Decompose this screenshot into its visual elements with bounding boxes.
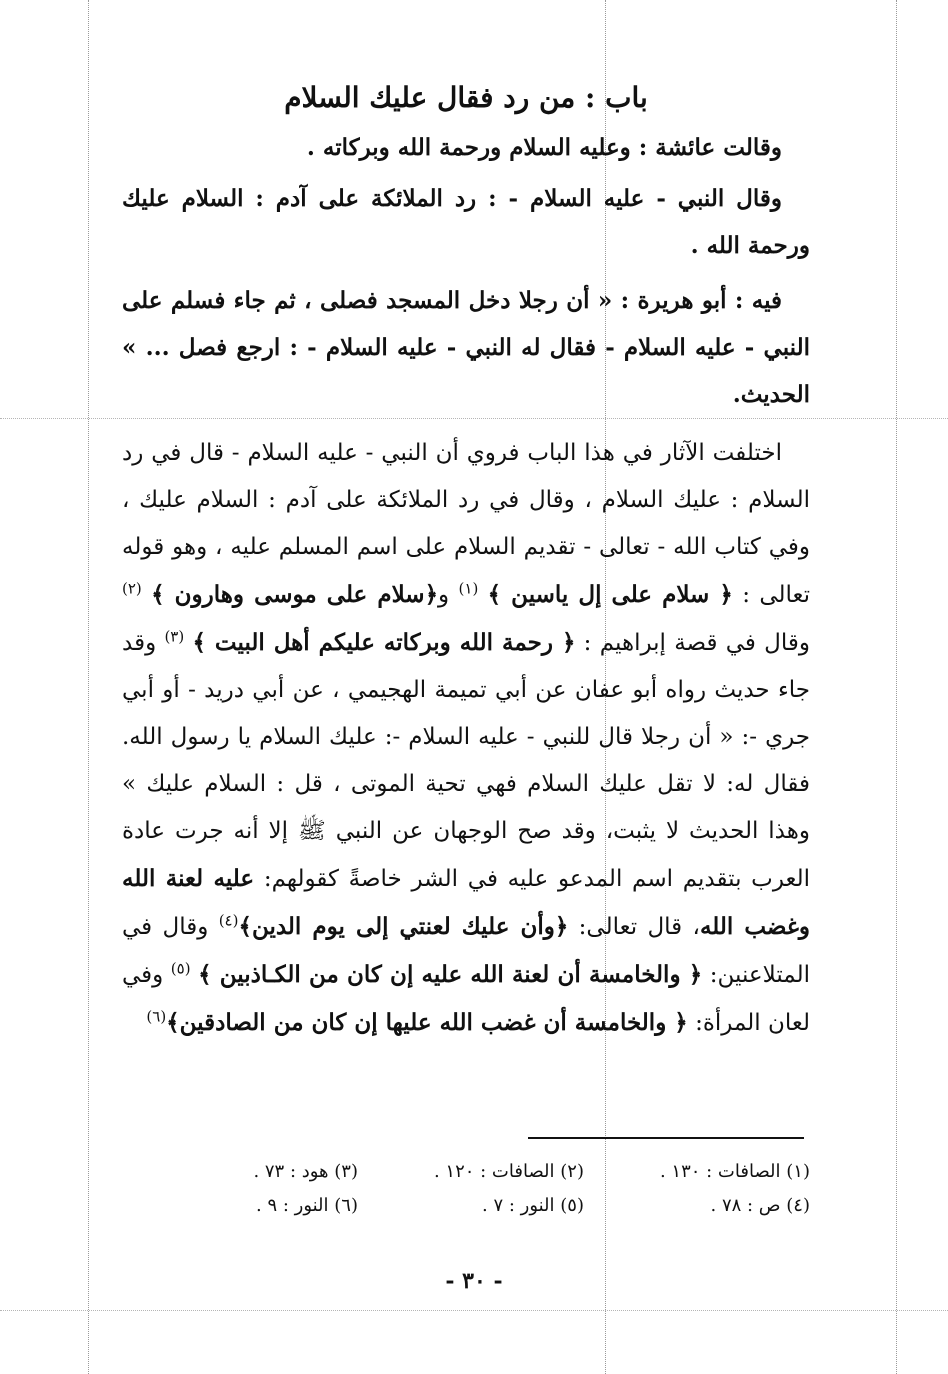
- footnote-separator: [528, 1137, 804, 1139]
- commentary-text: اختلفت الآثار في هذا الباب فروي أن النبي - عليه السلام - قال في رد السلام : عليك السلام ، وقال في رد الملائكة على آدم : السلام عليك ، وفي كتاب الله - تعالى - تقديم السلام على اسم المسلم عليه ، وهو قوله تعالى :: [122, 440, 811, 608]
- prophet-statement: وقال النبي - عليه السلام - : رد الملائكة على آدم : السلام عليك ورحمة الله .: [122, 185, 810, 259]
- footnote-item: (٢) الصافات : ١٢٠ .: [433, 1161, 584, 1182]
- page-body: [122, 78, 810, 1047]
- curse-phrase: عليه لعنة الله وغضب الله: [122, 865, 811, 940]
- footnote-ref: (٦): [146, 1007, 167, 1026]
- commentary-paragraph: [122, 430, 810, 1047]
- aisha-statement: وقالت عائشة : وعليه السلام ورحمة الله وبركاته .: [306, 134, 782, 161]
- footnote-item: (٣) هود : ٧٣ .: [253, 1161, 358, 1182]
- commentary-text: وقال في قصة إبراهيم :: [575, 630, 810, 656]
- commentary-text: وقال في المتلاعنين:: [122, 914, 810, 988]
- footnote-ref: (٣): [164, 627, 185, 646]
- footnote-ref: (٤): [218, 911, 239, 930]
- quran-quote: ﴿وأن عليك لعنتي إلى يوم الدين﴾: [238, 913, 569, 940]
- page-number: - ٣٠ -: [445, 1268, 503, 1294]
- footnote-item: (٦) النور : ٩ .: [256, 1195, 358, 1216]
- margin-guide-right: [896, 0, 897, 1374]
- margin-guide-left: [88, 0, 89, 1374]
- footnotes: [130, 1155, 810, 1223]
- footnote-item: (٤) ص : ٧٨ .: [710, 1195, 810, 1216]
- commentary-text: و: [438, 582, 459, 608]
- abu-hurayra-hadith: فيه : أبو هريرة : « أن رجلا دخل المسجد فصلى ، ثم جاء فسلم على النبي - عليه السلام - فقال له النبي - عليه السلام - : ارجع فصل ... » الحديث.: [122, 287, 810, 408]
- footnote-item: (١) الصافات : ١٣٠ .: [659, 1161, 810, 1182]
- quran-quote: ﴿ سلام على إل ياسين ﴾: [487, 581, 733, 608]
- row-guide-lower: [0, 1310, 948, 1311]
- footnote-ref: (٥): [170, 959, 191, 978]
- quran-quote: ﴿ والخامسة أن غضب الله عليها إن كان من الصادقين﴾: [166, 1009, 688, 1036]
- quran-quote: ﴿ والخامسة أن لعنة الله عليه إن كان من الكـاذبين ﴾: [198, 961, 703, 988]
- footnote-ref: (١): [458, 579, 479, 598]
- commentary-text: وقد جاء حديث رواه أبو عفان عن أبي تميمة الهجيمي ، عن أبي دريد - أو أبي جري -: « أن رجلا قال للنبي - عليه السلام -: عليك السلام يا رسول الله. فقال له: لا تقل عليك السلام فهي تحية الموتى ، قل : السلام عليك » وهذا الحديث لا يثبت، وقد صح الوجهان عن النبي ﷺ إلا أنه جرت عادة العرب بتقديم اسم المدعو عليه في الشر خاصةً كقولهم:: [122, 630, 811, 892]
- quran-quote: ﴿ رحمة الله وبركاته عليكم أهل البيت ﴾: [192, 629, 576, 656]
- footnote-ref: (٢): [122, 579, 142, 598]
- footnote-row: [130, 1155, 810, 1189]
- commentary-text: ، قال تعالى:: [568, 914, 700, 940]
- footnote-row: [130, 1189, 810, 1223]
- footnote-item: (٥) النور : ٧ .: [482, 1195, 584, 1216]
- chapter-heading: باب : من رد فقال عليك السلام: [284, 81, 648, 114]
- quran-quote: ﴿سلام على موسى وهارون ﴾: [151, 581, 439, 608]
- commentary-text: وفي لعان المرأة:: [122, 962, 810, 1036]
